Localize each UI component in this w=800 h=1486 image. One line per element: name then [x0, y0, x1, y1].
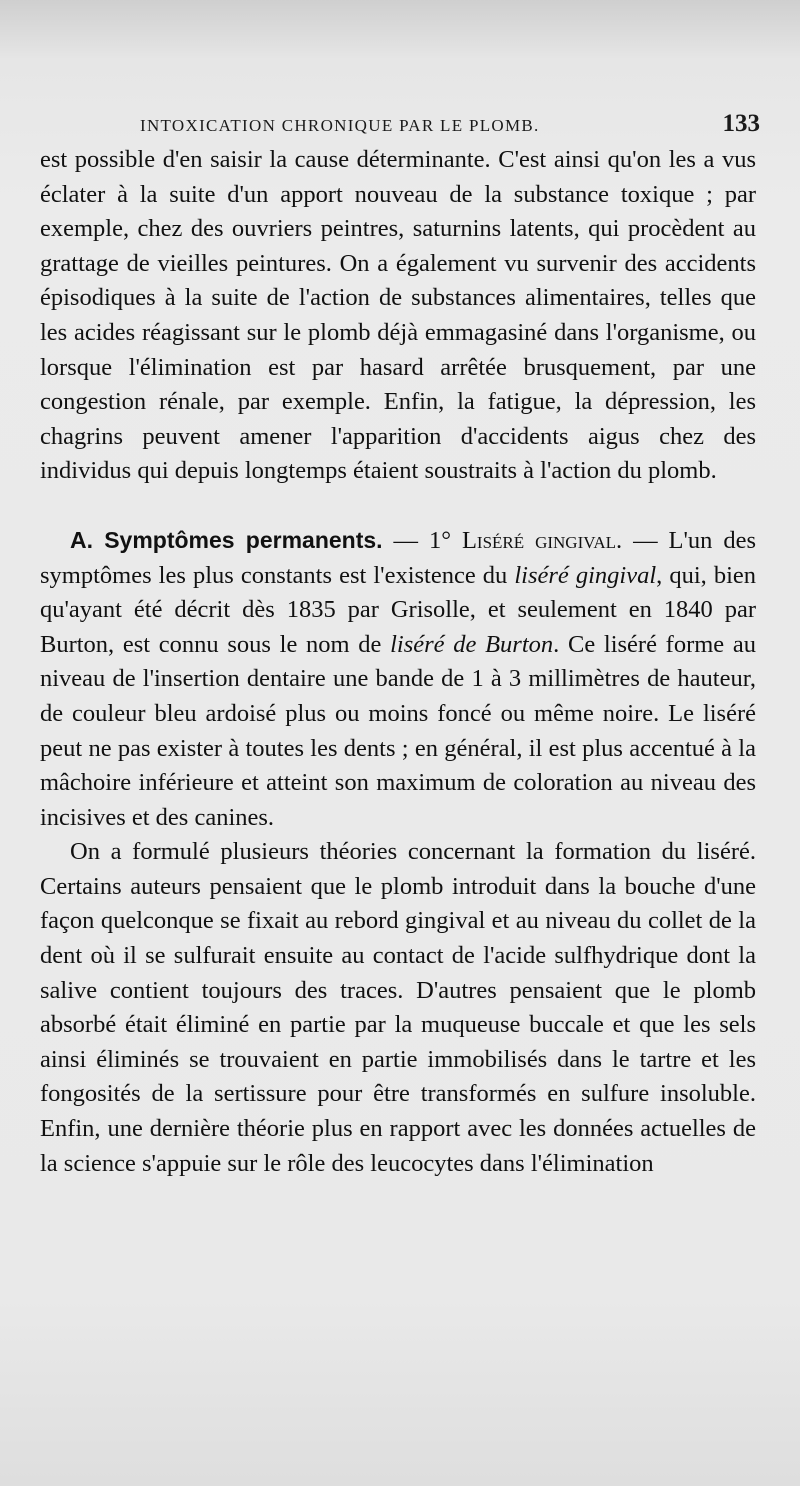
theories-paragraph: On a formulé plusieurs théories concernant la formation du liséré. Certains auteurs pensaient que le plomb introduit dans la bouche d'une façon quelconque se fixait au rebord gingival et au niveau du collet de la dent où il se sulfurait ensuite au contact de l'acide sulfhydrique dont la salive contient toujours des traces. D'autres pensaient que le plomb absorbé était éliminé en partie par la muqueuse buccale et que les sels ainsi éliminés se trouvaient en partie immobilisés dans le tartre et les fongosités de la sertissure pour être transformés en sulfure insoluble. Enfin, une dernière théorie plus en rapport avec les données actuelles de la science s'appuie sur le rôle des leucocytes dans l'élimination — [40, 838, 756, 1177]
subsection-heading: 1° Liséré gingival. — [428, 526, 623, 554]
heading-dash: — — [382, 526, 429, 554]
paragraph-continuation: est possible d'en saisir la cause déterminante. C'est ainsi qu'on les a vus éclater à la suite d'un apport nouveau de la substance toxique ; par exemple, chez des ouvriers peintres, saturnins latents, qui procèdent au grattage de vieilles peintures. On a également vu survenir des accidents épisodiques à la suite de l'action de substances alimentaires, telles que les acides réagissant sur le plomb déjà emmagasiné dans l'organisme, ou lorsque l'élimination est par hasard arrêtée brusquement, par une congestion rénale, par exemple. Enfin, la fatigue, la dépression, les chagrins peuvent amener l'apparition d'accidents aigus chez des individus qui depuis longtemps étaient soustraits à l'action du plomb. — [40, 146, 756, 485]
subheading-dash: — — [622, 526, 669, 554]
section-a-paragraph — [40, 523, 756, 835]
page-header — [140, 108, 760, 142]
section-text-3: . Ce liséré forme au niveau de l'insertion dentaire une bande de 1 à 3 millimètres de hauteur, de couleur bleu ardoisé plus ou moins foncé ou même noire. Le liséré peut ne pas exister à toutes les dents ; en général, il est plus accentué à la mâchoire inférieure et atteint son maximum de coloration au niveau des incisives et des canines. — [40, 630, 756, 831]
section-text-1: L'un des symptômes les plus constants est l'existence du — [40, 526, 757, 589]
section-heading: A. Symptômes permanents. — [70, 526, 383, 553]
section-spacer — [40, 489, 756, 523]
body-text — [40, 143, 756, 1181]
section-text-2: , qui, bien qu'ayant été décrit dès 1835 par Grisolle, et seulement en 1840 par Burton, est connu sous le nom de — [40, 561, 756, 658]
running-title: INTOXICATION CHRONIQUE PAR LE PLOMB. — [140, 116, 540, 135]
italic-term-1: liséré gingival — [514, 561, 657, 589]
page-number: 133 — [722, 110, 760, 137]
italic-term-2: liséré de Burton — [390, 630, 554, 658]
